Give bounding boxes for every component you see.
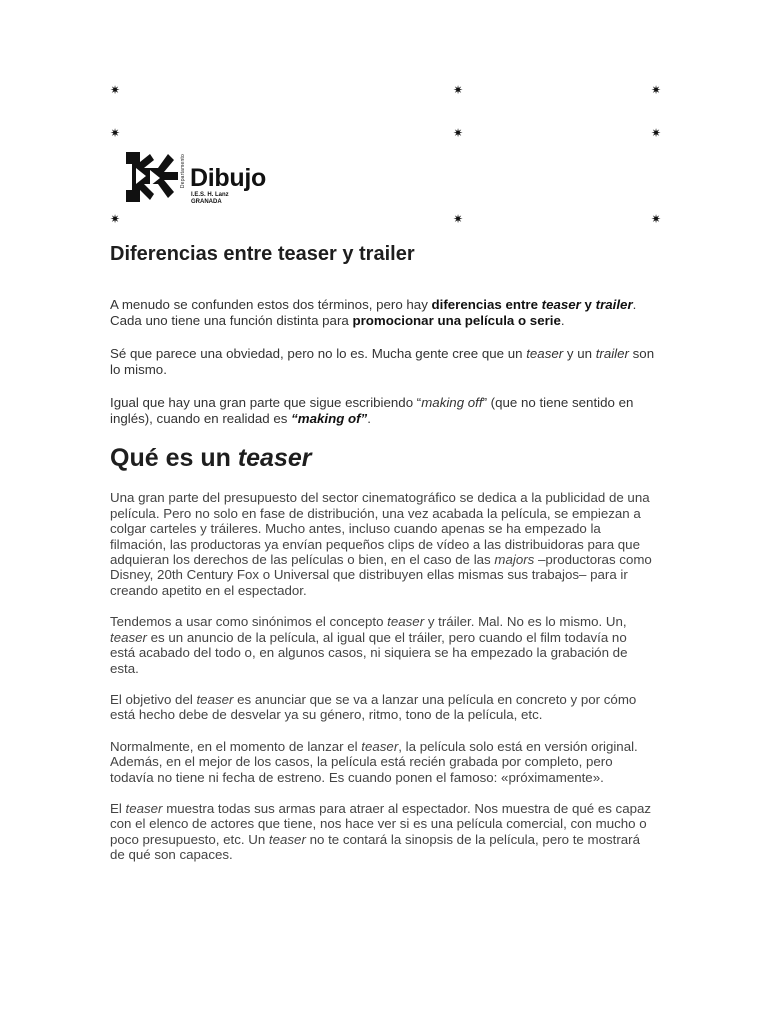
text-run: muestra todas sus armas para atraer al espectador. Nos muestra de qué es capaz con el elenco de actores que tiene, nos hace ver si es una película comercial, con mucho o poco presupuesto, etc. Un bbox=[110, 800, 652, 847]
asterisk-marker: ✷ bbox=[651, 83, 662, 97]
logo-title: Dibujo bbox=[190, 164, 266, 192]
text-run: Tendemos a usar como sinónimos el concepto bbox=[110, 614, 388, 630]
asterisk-marker: ✷ bbox=[110, 126, 121, 140]
article-content bbox=[110, 240, 655, 879]
italic-run: teaser bbox=[196, 691, 234, 707]
body-paragraph bbox=[110, 614, 655, 676]
italic-run: teaser bbox=[361, 738, 399, 754]
department-logo bbox=[124, 150, 284, 208]
text-run: y un bbox=[563, 345, 596, 361]
text-run: El objetivo del bbox=[110, 691, 197, 707]
article-title: Diferencias entre teaser y trailer bbox=[110, 243, 415, 265]
intro-section bbox=[110, 297, 655, 427]
italic-run: teaser bbox=[387, 614, 425, 630]
italic-run: teaser bbox=[237, 444, 312, 473]
italic-run: teaser bbox=[268, 831, 306, 847]
text-run: son lo mismo. bbox=[110, 345, 655, 378]
bold-run: promocionar una película o serie bbox=[352, 313, 561, 329]
intro-paragraph bbox=[110, 297, 655, 330]
section-heading bbox=[110, 443, 655, 473]
asterisk-marker: ✷ bbox=[453, 212, 464, 226]
italic-run: trailer bbox=[595, 297, 633, 312]
text-run: Igual que hay una gran parte que sigue escribiendo “ bbox=[110, 394, 422, 410]
text-run: El bbox=[110, 800, 126, 816]
body-paragraph bbox=[110, 490, 655, 598]
text-run: ” (que no tiene sentido en inglés), cuando en realidad es bbox=[110, 394, 634, 427]
body-paragraph bbox=[110, 739, 655, 785]
intro-paragraph bbox=[110, 395, 655, 428]
italic-run: teaser bbox=[125, 800, 163, 816]
italic-run: making off bbox=[421, 394, 483, 410]
text-run: Normalmente, en el momento de lanzar el bbox=[110, 738, 362, 754]
text-run: . Cada uno tiene una función distinta para bbox=[110, 297, 637, 329]
bold-run bbox=[432, 297, 633, 312]
text-run: y bbox=[580, 297, 596, 312]
italic-run: teaser bbox=[541, 297, 581, 312]
asterisk-marker: ✷ bbox=[110, 212, 121, 226]
text-run: no te contará la sinopsis de la película, pero te mostrará de qué son capaces. bbox=[110, 831, 640, 863]
text-run: A menudo se confunden estos dos términos, pero hay bbox=[110, 297, 432, 312]
italic-run: trailer bbox=[595, 345, 629, 361]
body-paragraph bbox=[110, 801, 655, 863]
asterisk-marker: ✷ bbox=[651, 212, 662, 226]
department-label: Departamento bbox=[180, 154, 186, 189]
logo-school: I.E.S. H. Lanz bbox=[191, 192, 229, 198]
text-run: . bbox=[367, 411, 371, 427]
italic-run: teaser bbox=[526, 345, 564, 361]
italic-run: teaser bbox=[110, 629, 147, 645]
asterisk-marker: ✷ bbox=[110, 83, 121, 97]
text-run: Qué es un bbox=[110, 444, 238, 473]
intro-paragraph bbox=[110, 346, 655, 379]
text-run: Una gran parte del presupuesto del sector cinematográfico se dedica a la publicidad de una película. Pero no solo en fase de distribución, una vez acabada la película, se empiezan a colgar carteles y tráileres. Mucho antes, incluso cuando apenas se ha empezado la filmación, las productoras ya envían pequeños clips de vídeo a las distribuidoras para que adquieran los derechos de las películas o bien, en el caso de las bbox=[110, 490, 650, 568]
logo-city: GRANADA bbox=[191, 199, 222, 205]
asterisk-marker: ✷ bbox=[453, 83, 464, 97]
body-paragraph bbox=[110, 692, 655, 723]
text-run: es anunciar que se va a lanzar una película en concreto y por cómo está hecho debe de desvelar ya su género, ritmo, tono de la película, etc. bbox=[110, 691, 637, 723]
text-run: Sé que parece una obviedad, pero no lo es. Mucha gente cree que un bbox=[110, 345, 527, 361]
text-run: es un anuncio de la película, al igual que el tráiler, pero cuando el film todavía no está acabado del todo o, en algunos casos, ni siquiera se ha empezado la grabación de esta. bbox=[110, 629, 628, 676]
asterisk-marker: ✷ bbox=[453, 126, 464, 140]
text-run: , la película solo está en versión original. Además, en el mejor de los casos, la película está recién grabada por completo, pero todavía no tiene ni fecha de estreno. Es cuando ponen el famoso: «próximamente». bbox=[110, 738, 638, 785]
drawing-logo-icon bbox=[124, 150, 180, 204]
text-run: y tráiler. Mal. No es lo mismo. Un, bbox=[424, 614, 627, 630]
text-run: –productoras como Disney, 20th Century Fox o Universal que distribuyen ellas mismas sus trabajos– para ir creando apetito en el espectador. bbox=[110, 552, 652, 598]
bold-italic-run: “making of” bbox=[291, 411, 368, 427]
asterisk-marker: ✷ bbox=[651, 126, 662, 140]
text-run: diferencias entre bbox=[431, 297, 542, 312]
italic-run: majors bbox=[494, 552, 535, 568]
text-run: . bbox=[560, 313, 565, 329]
section-body bbox=[110, 490, 655, 862]
